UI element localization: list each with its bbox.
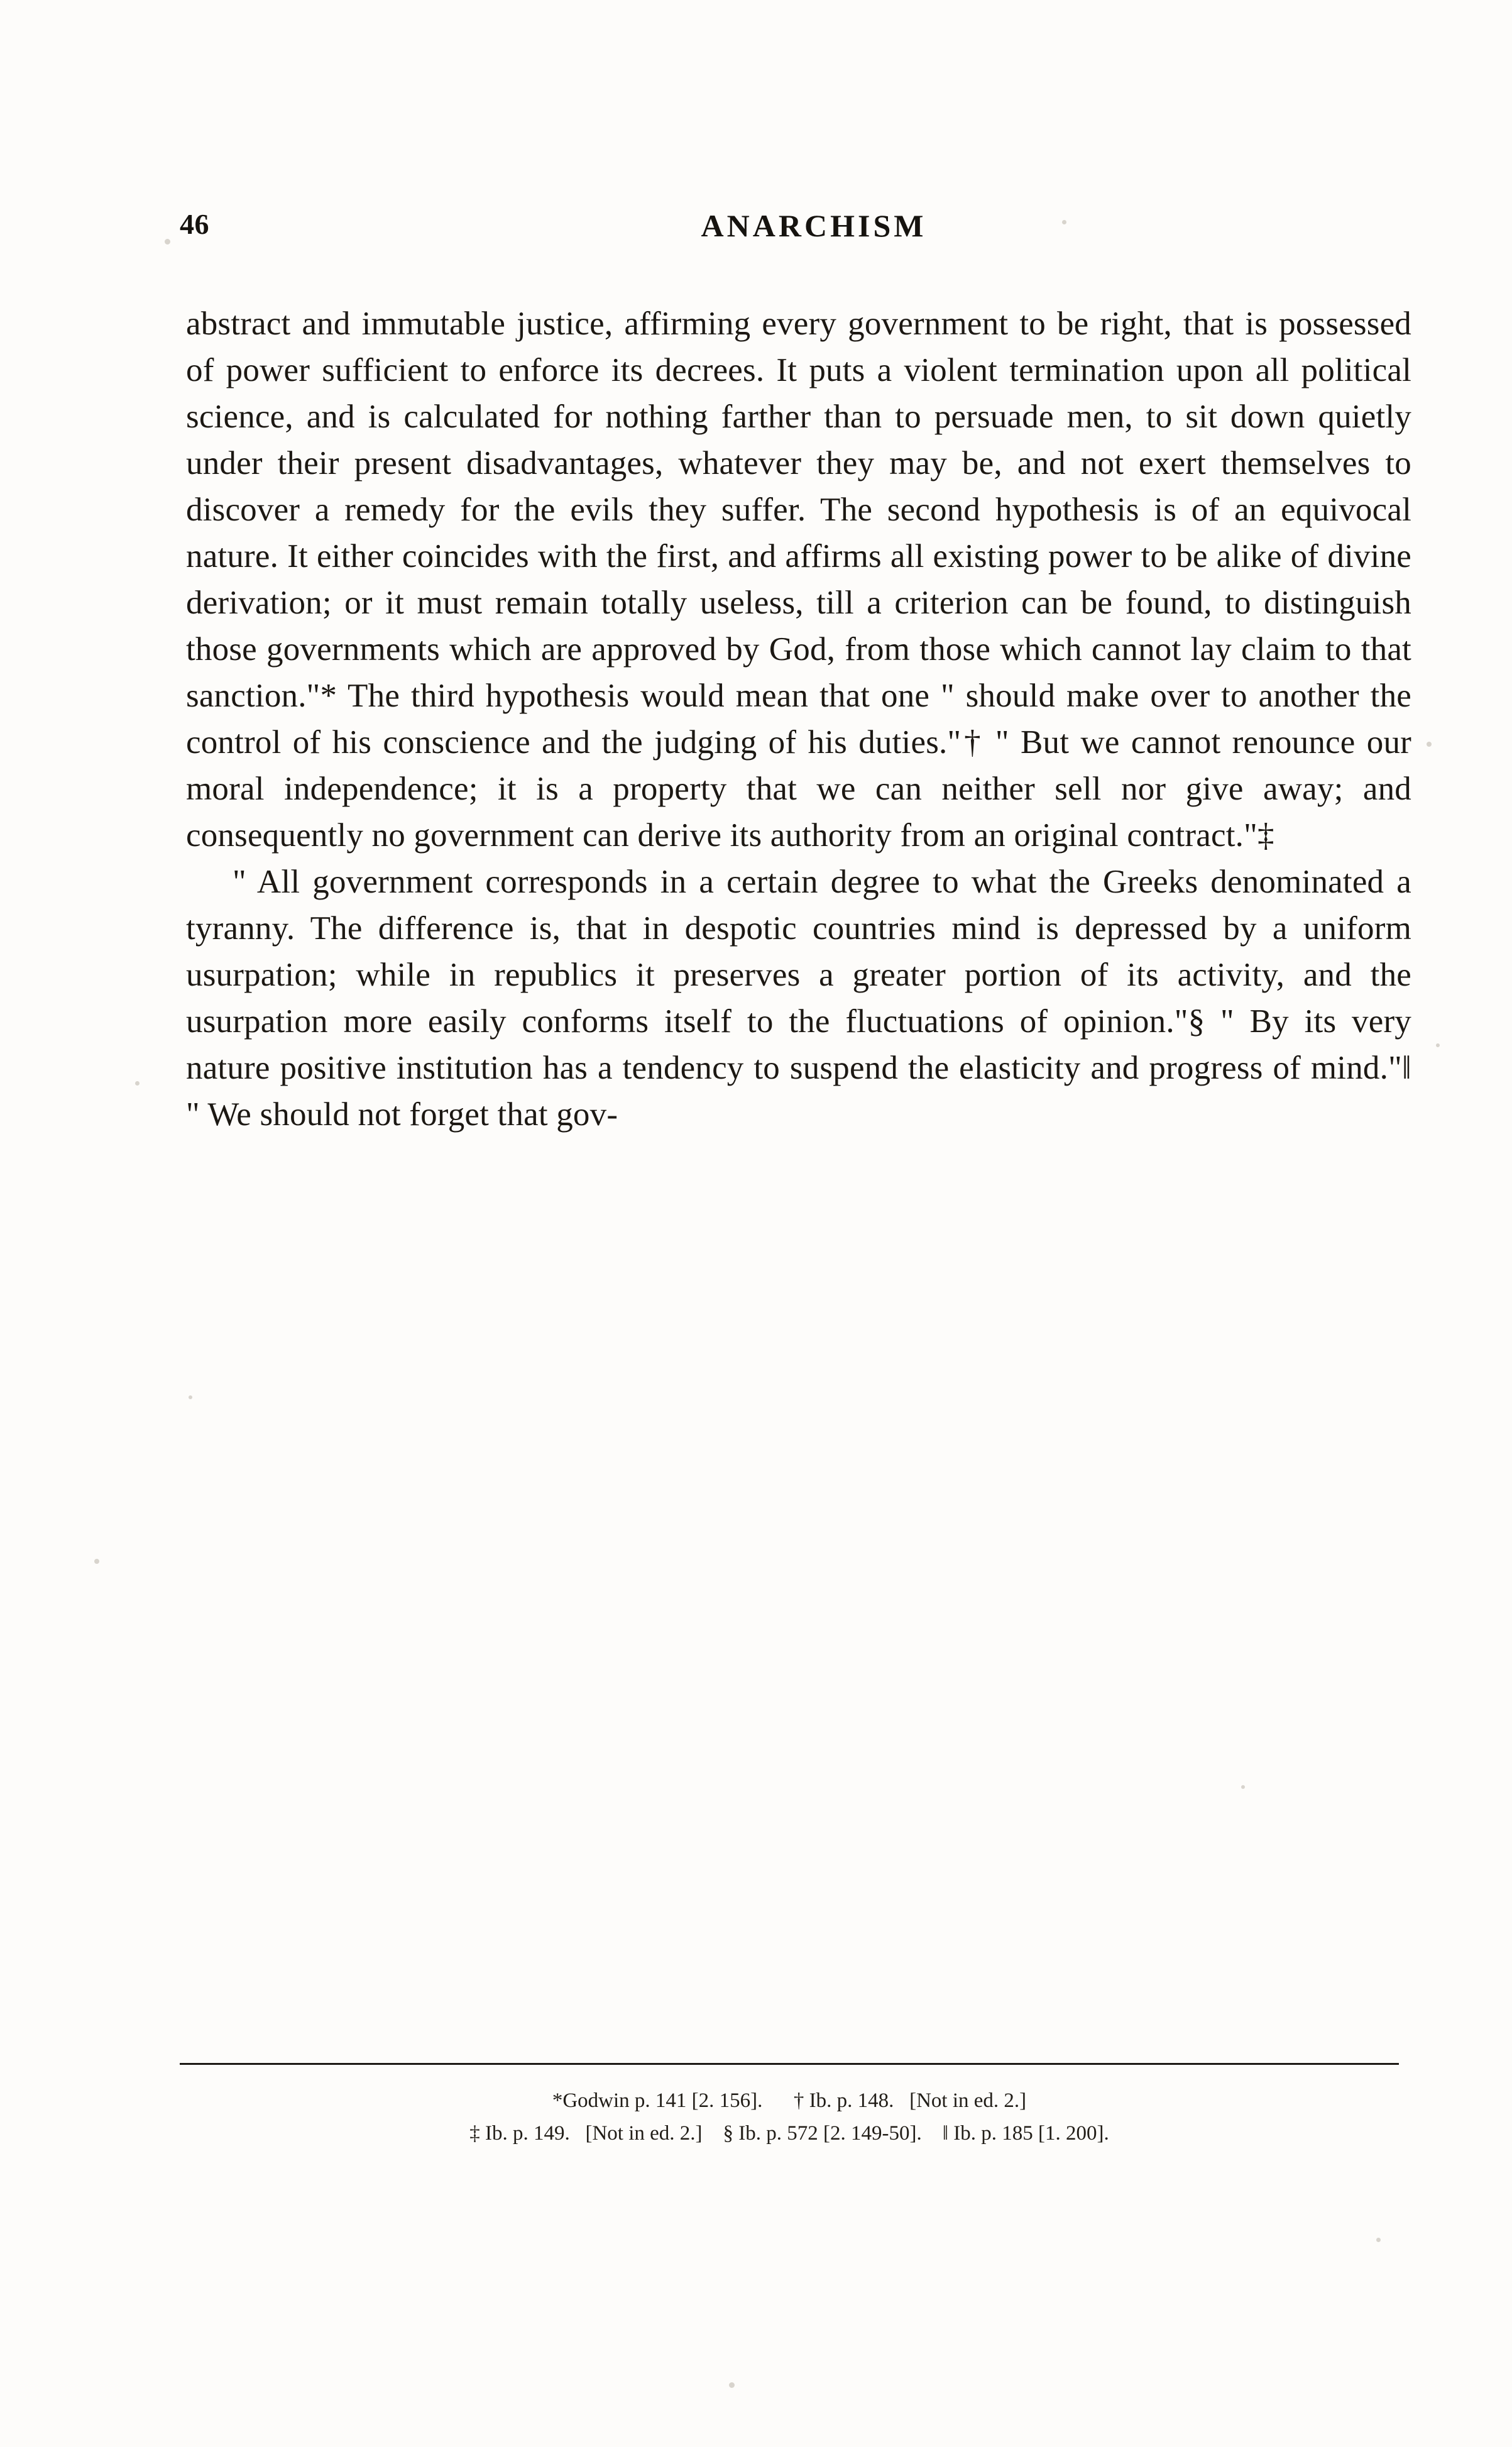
paper-speck xyxy=(189,1395,192,1399)
paper-speck xyxy=(729,2382,735,2388)
paper-speck xyxy=(94,1559,99,1564)
body-text xyxy=(170,300,1420,1138)
paper-speck xyxy=(1376,2238,1381,2242)
footnote-separator-rule xyxy=(180,2063,1399,2065)
paper-speck xyxy=(1436,1043,1440,1047)
paper-speck xyxy=(1241,1785,1245,1789)
footnote-line-2 xyxy=(180,2117,1399,2150)
paper-speck xyxy=(1427,742,1432,747)
footnote-4: § Ib. p. 572 [2. 149-50]. xyxy=(723,2122,922,2145)
paragraph-2: " All government corresponds in a certain degree to what the Greeks denominated a tyranny. The difference is, that in despotic countries mind is depressed by a uniform usurpation; while in republics it preserves a greater portion of its activity, and the usurpation more easily conforms itself to the fluctuations of opinion."§ " By its very nature positive institution has a tendency to suspend the elasticity and progress of mind."‖ " We should not forget that gov- xyxy=(186,864,1411,1133)
footnote-2: † Ib. p. 148. [Not in ed. 2.] xyxy=(793,2089,1027,2112)
footnote-5: ‖ Ib. p. 185 [1. 200]. xyxy=(942,2122,1109,2145)
footnote-1: *Godwin p. 141 [2. 156]. xyxy=(552,2089,763,2112)
page-content xyxy=(170,207,1420,1138)
footnote-line-1 xyxy=(180,2084,1399,2117)
chapter-running-title: ANARCHISM xyxy=(701,208,927,243)
footnotes xyxy=(180,2084,1399,2150)
footnote-3: ‡ Ib. p. 149. [Not in ed. 2.] xyxy=(469,2122,703,2145)
paper-speck xyxy=(135,1081,140,1086)
running-head xyxy=(170,207,1420,264)
page-number: 46 xyxy=(180,208,209,240)
paragraph-1: abstract and immutable justice, affirming every government to be right, that is possessed of power sufficient to enforce its decrees. It puts a violent termination upon all political science, and is calculated for nothing farther than to persuade men, to sit down quietly under their present disadvantages, whatever they may be, and not exert themselves to discover a remedy for the evils they suffer. The second hypothesis is of an equivocal nature. It either coincides with the first, and affirms all existing power to be alike of divine derivation; or it must remain totally useless, till a criterion can be found, to distinguish those governments which are approved by God, from those which cannot lay claim to that sanction."* The third hypothesis would mean that one " should make over to another the control of his conscience and the judging of his duties."† " But we cannot renounce our moral independence; it is a property that we can neither sell nor give away; and consequently no government can derive its authority from an original contract."‡ xyxy=(186,305,1411,854)
